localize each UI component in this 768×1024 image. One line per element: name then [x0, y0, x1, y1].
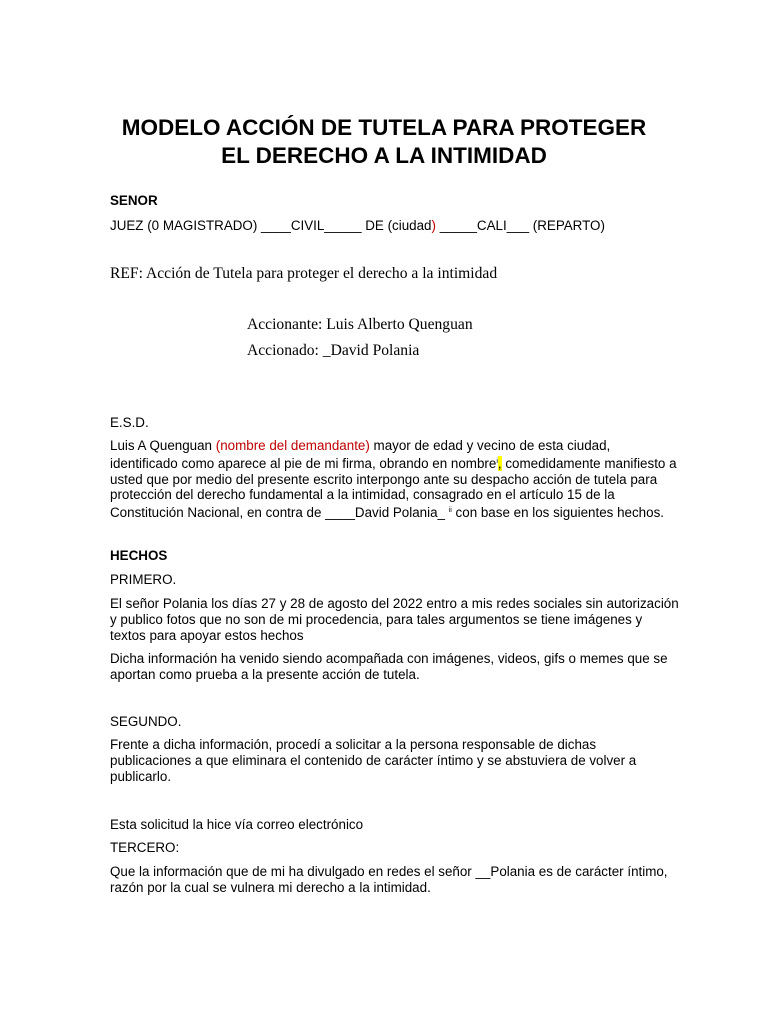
primero-p1-line-2: y publico fotos que no son de mi procedencia, para tales argumentos se tiene imágenes y: [110, 611, 643, 627]
primero-p1-line-1: El señor Polania los días 27 y 28 de agosto del 2022 entro a mis redes sociales sin autorización: [110, 596, 679, 611]
primero-paragraph-2: [110, 651, 670, 683]
segundo-paragraph-2: Esta solicitud la hice vía correo electrónico: [110, 817, 364, 832]
intro-line-1-rest: mayor de edad y vecino de esta ciudad,: [369, 438, 611, 453]
intro-line-5-a: Constitución Nacional, en contra de ____David Polania_: [110, 505, 449, 521]
tercero-paragraph-1: [110, 864, 670, 896]
segundo-p1-line-1: Frente a dicha información, procedí a solicitar a la persona responsable de dichas: [110, 737, 597, 752]
intro-line-4: protección del derecho fundamental a la intimidad, consagrado en el artículo 15 de la: [110, 487, 615, 503]
primero-p2-line-2: aportan como prueba a la presente acción de tutela.: [110, 666, 420, 682]
intro-line-2: [110, 454, 677, 472]
primero-p1-line-3: textos para apoyar estos hechos: [110, 627, 304, 643]
primero-paragraph-1: [110, 596, 679, 643]
reference-line: REF: Acción de Tutela para proteger el derecho a la intimidad: [110, 265, 498, 282]
segundo-label: SEGUNDO.: [110, 714, 182, 729]
judge-line-b: _____CALI___ (REPARTO): [435, 218, 605, 233]
segundo-p1-line-2: publicaciones a que eliminara el contenido de carácter íntimo y se abstuviera de volver a: [110, 752, 637, 768]
judge-paren: ): [431, 218, 436, 233]
segundo-paragraph-1: [110, 737, 670, 784]
title-line-1: MODELO ACCIÓN DE TUTELA PARA PROTEGER: [121, 115, 647, 140]
salutation: SENOR: [110, 193, 158, 208]
plaintiff-name: Luis A Quenguan: [110, 438, 216, 453]
plaintiff-hint: (nombre del demandante): [215, 438, 370, 453]
hechos-heading: HECHOS: [110, 548, 168, 563]
judge-line: [110, 218, 605, 233]
accionante-line: Accionante: Luis Alberto Quenguan: [247, 316, 473, 333]
intro-line-5-b: con base en los siguientes hechos.: [451, 505, 664, 521]
segundo-p1-line-3: publicarlo.: [110, 768, 172, 784]
intro-line-1: [110, 438, 670, 454]
intro-line-2-a: identificado como aparece al pie de mi firma, obrando en nombre: [110, 455, 497, 471]
intro-line-5: [110, 503, 670, 521]
tercero-label: TERCERO:: [110, 840, 180, 855]
intro-paragraph: [110, 438, 677, 521]
esd-line: E.S.D.: [110, 415, 149, 430]
intro-line-3: usted que por medio del presente escrito interpongo ante su despacho acción de tutela para: [110, 471, 658, 487]
highlighted-comma: ,: [497, 455, 502, 471]
primero-label: PRIMERO.: [110, 572, 177, 587]
title-line-2: EL DERECHO A LA INTIMIDAD: [221, 143, 547, 168]
accionado-line: Accionado: _David Polania: [247, 342, 420, 359]
intro-line-2-b: comedidamente manifiesto a: [501, 455, 677, 471]
tercero-p1-line-1: Que la información que de mi ha divulgado en redes el señor __Polania es de carácter íntimo,: [110, 864, 668, 879]
tercero-p1-line-2: razón por la cual se vulnera mi derecho a la intimidad.: [110, 879, 431, 895]
document-title: [90, 114, 678, 170]
judge-line-a: JUEZ (0 MAGISTRADO) ____CIVIL_____ DE (ciudad: [110, 218, 432, 233]
endnote-mark-2: ii: [448, 507, 452, 515]
primero-p2-line-1: Dicha información ha venido siendo acompañada con imágenes, videos, gifs o memes que se: [110, 651, 668, 666]
